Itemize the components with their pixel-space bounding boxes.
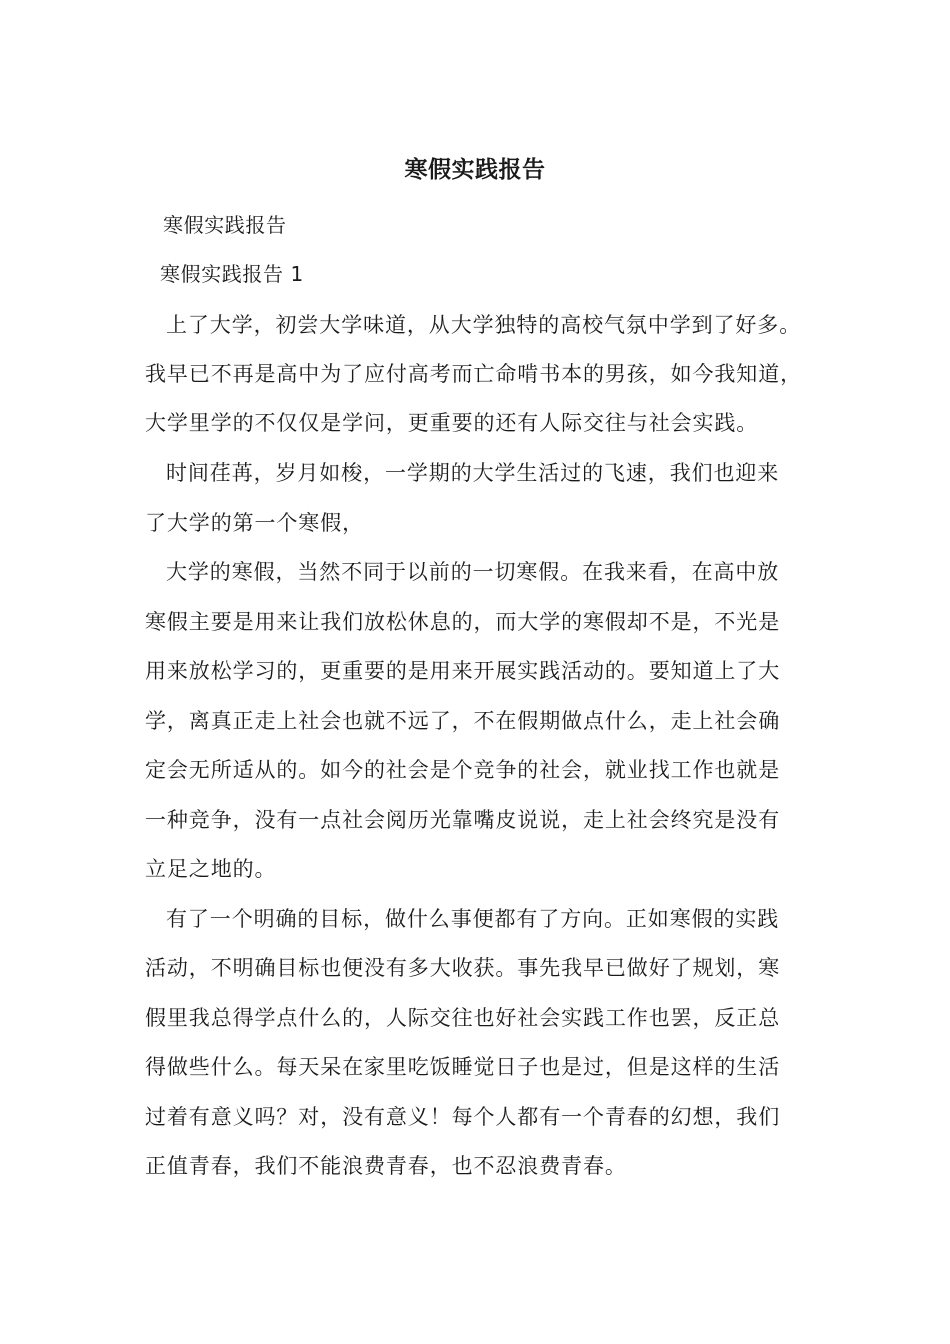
- paragraph-line: 定会无所适从的。如今的社会是个竞争的社会，就业找工作也就是: [145, 758, 781, 782]
- paragraph-line: 了大学的第一个寒假，: [145, 511, 364, 535]
- paragraph-line: 立足之地的。: [145, 857, 277, 881]
- document-title: 寒假实践报告: [404, 156, 546, 183]
- paragraph-line: 过着有意义吗？对，没有意义！每个人都有一个青春的幻想，我们: [145, 1105, 781, 1129]
- document-subtitle: 寒假实践报告: [163, 213, 287, 237]
- paragraph-line: 我早已不再是高中为了应付高考而亡命啃书本的男孩，如今我知道，: [145, 362, 802, 386]
- paragraph-line: 大学里学的不仅仅是学问，更重要的还有人际交往与社会实践。: [145, 411, 759, 435]
- paragraph-line: 正值青春，我们不能浪费青春，也不忍浪费青春。: [145, 1154, 627, 1178]
- section-heading: 寒假实践报告 1: [160, 262, 304, 286]
- paragraph-line: 得做些什么。每天呆在家里吃饭睡觉日子也是过，但是这样的生活: [145, 1055, 781, 1079]
- paragraph-line: 用来放松学习的，更重要的是用来开展实践活动的。要知道上了大: [145, 659, 781, 683]
- paragraph-line: 学，离真正走上社会也就不远了，不在假期做点什么，走上社会确: [145, 709, 781, 733]
- paragraph-line: 假里我总得学点什么的，人际交往也好社会实践工作也罢，反正总: [145, 1006, 781, 1030]
- paragraph-line: 活动，不明确目标也便没有多大收获。事先我早已做好了规划，寒: [145, 956, 781, 980]
- paragraph-line: 一种竞争，没有一点社会阅历光靠嘴皮说说，走上社会终究是没有: [145, 808, 781, 832]
- paragraph-line: 大学的寒假，当然不同于以前的一切寒假。在我来看，在高中放: [166, 560, 780, 584]
- paragraph-line: 上了大学，初尝大学味道，从大学独特的高校气氛中学到了好多。: [166, 313, 802, 337]
- paragraph-line: 寒假主要是用来让我们放松休息的，而大学的寒假却不是，不光是: [145, 610, 781, 634]
- paragraph-line: 有了一个明确的目标，做什么事便都有了方向。正如寒假的实践: [166, 907, 780, 931]
- paragraph-line: 时间荏苒，岁月如梭，一学期的大学生活过的飞速，我们也迎来: [166, 461, 780, 485]
